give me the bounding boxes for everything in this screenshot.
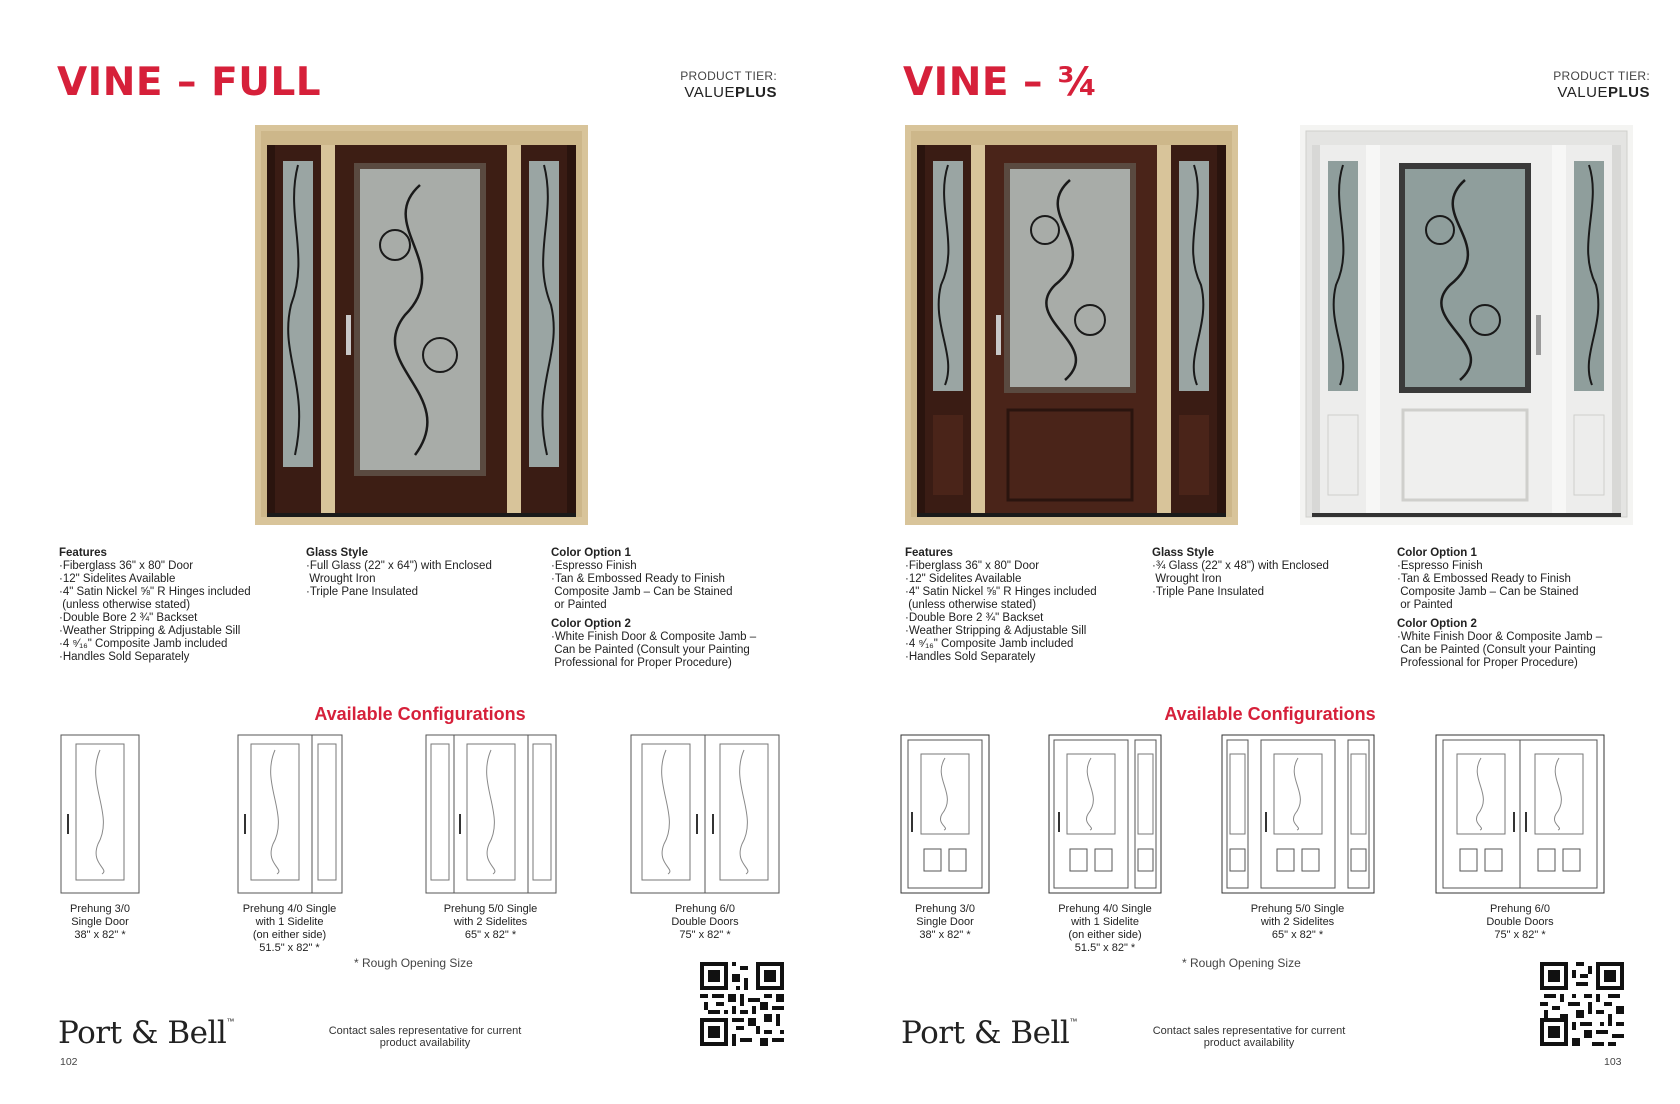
contact-note: Contact sales representative for current product availability	[1152, 1025, 1346, 1049]
spec-item: ·Handles Sold Separately	[905, 651, 1036, 663]
spec-item: ·Weather Stripping & Adjustable Sill	[59, 625, 241, 637]
config-single-one-sidelite: Prehung 4/0 Single with 1 Sidelite (on either side) 51.5" x 82" *	[1045, 734, 1165, 955]
qr-code-icon[interactable]	[700, 962, 784, 1046]
configurations-heading: Available Configurations	[1164, 704, 1376, 724]
config-single-door: Prehung 3/0 Single Door 38" x 82" *	[55, 734, 145, 942]
spec-item: Wrought Iron	[1152, 573, 1222, 585]
spec-item: (unless otherwise stated)	[59, 599, 191, 611]
spec-item: ·White Finish Door & Composite Jamb –	[551, 631, 757, 643]
page-number: 103	[1604, 1056, 1622, 1068]
spec-item: Can be Painted (Consult your Painting	[551, 644, 750, 656]
spec-item: ·Tan & Embossed Ready to Finish	[1397, 573, 1571, 585]
tier-label: PRODUCT TIER:	[1553, 69, 1650, 83]
two-sidelites-diagram	[425, 734, 557, 894]
spec-item: ·12" Sidelites Available	[905, 573, 1022, 585]
tier-label: PRODUCT TIER:	[680, 69, 777, 83]
door-photo-espresso-full	[255, 125, 588, 525]
spec-item: ·Double Bore 2 ¾" Backset	[905, 612, 1044, 624]
spec-item: or Painted	[1397, 599, 1453, 611]
spec-item: ·Weather Stripping & Adjustable Sill	[905, 625, 1087, 637]
spec-item: Composite Jamb – Can be Stained	[551, 586, 733, 598]
spec-item: Professional for Proper Procedure)	[551, 657, 732, 669]
config-single-one-sidelite: Prehung 4/0 Single with 1 Sidelite (on either side) 51.5" x 82" *	[227, 734, 352, 955]
spec-item: ·Triple Pane Insulated	[1152, 586, 1265, 598]
rough-opening-note: * Rough Opening Size	[354, 956, 473, 970]
tier-value: VALUEPLUS	[1557, 84, 1650, 101]
single-door-diagram	[900, 734, 990, 894]
spec-item: ·White Finish Door & Composite Jamb –	[1397, 631, 1603, 643]
spec-item: ·4" Satin Nickel ⅝" R Hinges included	[59, 586, 251, 598]
config-single-door: Prehung 3/0 Single Door 38" x 82" *	[900, 734, 990, 942]
glass-style-list: Glass Style ·¾ Glass (22" x 48") with Enclosed Wrought Iron ·Triple Pane Insulated	[1152, 547, 1329, 598]
spec-item: ·4 ⁹⁄₁₆" Composite Jamb included	[905, 638, 1074, 650]
spec-item: ·Triple Pane Insulated	[306, 586, 419, 598]
port-and-bell-logo: Port & Bell™	[901, 1015, 1077, 1051]
color-options: Color Option 1 ·Espresso Finish ·Tan & Embossed Ready to Finish Composite Jamb – Can be Stained or Painted Color Option 2 ·White Finish Door & Composite Jamb – Can be Painted (Consult your Painting Professional for Proper Procedure)	[551, 547, 757, 669]
tier-value: VALUEPLUS	[684, 84, 777, 101]
product-tier	[680, 69, 777, 101]
spec-item: ·¾ Glass (22" x 48") with Enclosed	[1152, 560, 1329, 572]
config-single-two-sidelites: Prehung 5/0 Single with 2 Sidelites 65" x 82" *	[423, 734, 558, 942]
door-photo-white-three-quarter	[1300, 125, 1633, 525]
catalog-page-103	[840, 0, 1680, 1104]
spec-item: ·Espresso Finish	[1397, 560, 1483, 572]
port-and-bell-logo: Port & Bell™	[58, 1015, 234, 1051]
spec-item: ·Handles Sold Separately	[59, 651, 190, 663]
spec-item: Composite Jamb – Can be Stained	[1397, 586, 1579, 598]
spec-item: ·Full Glass (22" x 64") with Enclosed	[306, 560, 492, 572]
features-list: Features ·Fiberglass 36" x 80" Door ·12" Sidelites Available ·4" Satin Nickel ⅝" R Hinges included (unless otherwise stated) ·Double Bore 2 ¾" Backset ·Weather Stripping & Adjustable Sill ·4 ⁹⁄₁₆" Composite Jamb included ·Handles Sold Separately	[905, 547, 1097, 663]
single-sidelite-diagram	[237, 734, 343, 894]
spec-item: ·Tan & Embossed Ready to Finish	[551, 573, 725, 585]
config-double-doors: Prehung 6/0 Double Doors 75" x 82" *	[1435, 734, 1605, 942]
features-list: Features ·Fiberglass 36" x 80" Door ·12" Sidelites Available ·4" Satin Nickel ⅝" R Hinges included (unless otherwise stated) ·Double Bore 2 ¾" Backset ·Weather Stripping & Adjustable Sill ·4 ⁹⁄₁₆" Composite Jamb included ·Handles Sold Separately	[59, 547, 251, 663]
spec-item: ·Fiberglass 36" x 80" Door	[905, 560, 1040, 572]
config-double-doors: Prehung 6/0 Double Doors 75" x 82" *	[630, 734, 780, 942]
spec-item: or Painted	[551, 599, 607, 611]
double-doors-diagram	[630, 734, 780, 894]
spec-item: (unless otherwise stated)	[905, 599, 1037, 611]
single-sidelite-diagram	[1048, 734, 1162, 894]
double-doors-diagram	[1435, 734, 1605, 894]
two-sidelites-diagram	[1221, 734, 1375, 894]
contact-note: Contact sales representative for current product availability	[328, 1025, 522, 1049]
spec-item: ·Fiberglass 36" x 80" Door	[59, 560, 194, 572]
configurations-heading: Available Configurations	[314, 704, 526, 724]
spec-item: Wrought Iron	[306, 573, 376, 585]
spec-item: Professional for Proper Procedure)	[1397, 657, 1578, 669]
color-options: Color Option 1 ·Espresso Finish ·Tan & Embossed Ready to Finish Composite Jamb – Can be Stained or Painted Color Option 2 ·White Finish Door & Composite Jamb – Can be Painted (Consult your Painting Professional for Proper Procedure)	[1397, 547, 1603, 669]
product-title: VINE – FULL	[57, 60, 322, 105]
config-single-two-sidelites: Prehung 5/0 Single with 2 Sidelites 65" x 82" *	[1220, 734, 1375, 942]
product-title: VINE – ¾	[903, 60, 1099, 105]
qr-code-icon[interactable]	[1540, 962, 1624, 1046]
spec-item: ·4" Satin Nickel ⅝" R Hinges included	[905, 586, 1097, 598]
door-photo-espresso-three-quarter	[905, 125, 1238, 525]
page-number: 102	[60, 1056, 78, 1068]
spec-item: ·12" Sidelites Available	[59, 573, 176, 585]
single-door-diagram	[60, 734, 140, 894]
spec-item: ·4 ⁹⁄₁₆" Composite Jamb included	[59, 638, 228, 650]
rough-opening-note: * Rough Opening Size	[1182, 956, 1301, 970]
product-tier	[1553, 69, 1650, 101]
spec-item: Can be Painted (Consult your Painting	[1397, 644, 1596, 656]
spec-item: ·Espresso Finish	[551, 560, 637, 572]
glass-style-list: Glass Style ·Full Glass (22" x 64") with Enclosed Wrought Iron ·Triple Pane Insulated	[306, 547, 492, 598]
spec-item: ·Double Bore 2 ¾" Backset	[59, 612, 198, 624]
